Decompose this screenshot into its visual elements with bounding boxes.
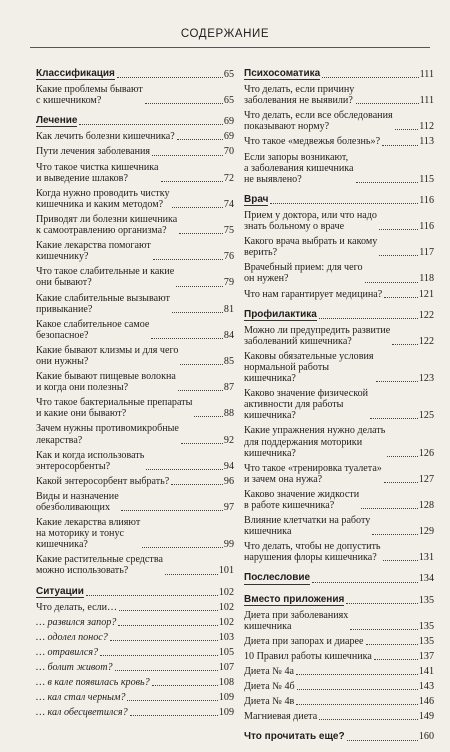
toc-entry-label: Что нам гарантирует медицина? — [244, 288, 383, 300]
toc-entry[interactable] — [244, 541, 434, 563]
toc-entry-label: Что такое «медвежья болезнь»? — [244, 136, 381, 148]
page-number: 116 — [419, 194, 434, 206]
toc-entry[interactable] — [244, 425, 434, 458]
dot-leader — [165, 573, 218, 575]
dot-leader — [130, 714, 218, 716]
toc-entry[interactable] — [36, 450, 234, 472]
toc-entry-label: Пути лечения заболевания — [36, 146, 151, 158]
toc-section — [244, 194, 434, 300]
dot-leader — [178, 389, 223, 391]
dot-leader — [152, 684, 218, 686]
toc-entry-label: Диета № 4б — [244, 681, 295, 693]
page-number: 102 — [218, 616, 234, 628]
toc-entry-label: Что делать, чтобы не допустить нарушения флоры кишечника? — [244, 541, 381, 564]
toc-subentry[interactable] — [36, 692, 234, 703]
toc-entry-label: Какие бывают пищевые волокна и когда они полезны? — [36, 371, 176, 394]
page-number: 113 — [419, 136, 434, 148]
toc-entry[interactable] — [244, 666, 434, 677]
toc-entry[interactable] — [36, 84, 234, 106]
dot-leader — [171, 483, 223, 485]
toc-entry-label: Что такое «тренировка туалета» и зачем она нужа? — [244, 462, 382, 485]
dot-leader — [312, 581, 418, 583]
page-number: 69 — [223, 116, 234, 128]
toc-subentry[interactable] — [36, 707, 234, 718]
toc-entry[interactable] — [36, 319, 234, 341]
toc-entry-label: Какие бывают клизмы и для чего они нужны? — [36, 344, 179, 367]
dot-leader — [374, 658, 418, 660]
page-number: 70 — [223, 146, 234, 158]
toc-entry-label: Какие растительные средства можно использовать? — [36, 554, 163, 577]
page-number: 101 — [218, 565, 234, 577]
dot-leader — [347, 739, 418, 741]
dot-leader — [356, 181, 419, 183]
dot-leader — [395, 128, 419, 130]
toc-entry[interactable] — [36, 517, 234, 550]
page-number: 118 — [419, 273, 434, 285]
page-number: 79 — [223, 277, 234, 289]
toc-entry[interactable] — [244, 351, 434, 384]
dot-leader — [161, 180, 223, 182]
toc-entry-label: Можно ли предупредить развитие заболеваний кишечника? — [244, 324, 391, 347]
dot-leader — [296, 673, 418, 675]
toc-entry[interactable] — [36, 476, 234, 487]
page-number: 149 — [418, 711, 434, 723]
toc-entry[interactable] — [36, 214, 234, 236]
toc-entry[interactable] — [244, 651, 434, 662]
toc-entry-label: Как лечить болезни кишечника? — [36, 131, 175, 143]
toc-entry[interactable] — [36, 188, 234, 210]
page-number: 146 — [418, 696, 434, 708]
toc-entry-label: Что делать, если все обследования показывают норму? — [244, 110, 393, 133]
page-number: 117 — [419, 247, 434, 259]
toc-entry-label: Влияние клетчатки на работу кишечника — [244, 515, 371, 538]
toc-subentry[interactable] — [36, 647, 234, 658]
toc-entry[interactable] — [36, 146, 234, 157]
dot-leader — [119, 609, 218, 611]
toc-subentry[interactable] — [36, 632, 234, 643]
section-title: Классификация — [36, 68, 115, 79]
page-number: 109 — [218, 692, 234, 704]
dot-leader — [387, 455, 418, 457]
page-number: 99 — [223, 539, 234, 551]
toc-subentry-label: … отравился? — [36, 646, 99, 658]
toc-entry[interactable] — [36, 240, 234, 262]
toc-entry-label: Диета при запорах и диарее — [244, 635, 364, 647]
dot-leader — [146, 468, 223, 470]
toc-entry[interactable] — [244, 696, 434, 707]
page-number: 111 — [419, 95, 434, 107]
dot-leader — [319, 317, 418, 319]
toc-entry-label: Приводят ли болезни кишечника к самоотравлению организма? — [36, 213, 178, 237]
dot-leader — [356, 102, 418, 104]
dot-leader — [121, 509, 223, 511]
dot-leader — [379, 228, 418, 230]
toc-entry-label: Если запоры возникают, а заболевания кишечника не выявлено? — [244, 151, 354, 185]
page-number: 129 — [418, 526, 434, 538]
toc-entry[interactable] — [244, 136, 434, 147]
dot-leader — [361, 507, 418, 509]
page-number: 143 — [418, 681, 434, 693]
page-number: 122 — [418, 335, 434, 347]
toc-entry-label: Какие упражнения нужно делать для поддержания моторики кишечника? — [244, 425, 386, 459]
dot-leader — [142, 546, 223, 548]
dot-leader — [79, 123, 222, 125]
toc-subentry-label: … кал стал черным? — [36, 692, 126, 704]
toc-entry[interactable] — [244, 636, 434, 647]
dot-leader — [172, 206, 223, 208]
toc-entry[interactable] — [244, 110, 434, 132]
page-number: 116 — [419, 221, 434, 233]
section-heading[interactable] — [244, 309, 434, 321]
toc-entry[interactable] — [36, 345, 234, 367]
toc-entry-label: Каково значение физической активности для работы кишечника? — [244, 388, 369, 422]
page-number: 109 — [218, 707, 234, 719]
toc-entry[interactable] — [36, 423, 234, 445]
page-number: 111 — [419, 69, 434, 80]
section-title: Психосоматика — [244, 68, 321, 79]
toc-entry-label: Какого врача выбрать и какому верить? — [244, 236, 378, 259]
page-number: 102 — [218, 586, 234, 598]
page-number: 141 — [418, 666, 434, 678]
toc-entry-label: Что такое бактериальные препараты и какие они бывают? — [36, 397, 193, 420]
dot-leader — [127, 699, 217, 701]
toc-subentry[interactable] — [36, 617, 234, 628]
toc-entry-label: Какие лекарства влияют на моторику и тонус кишечника? — [36, 517, 141, 551]
dot-leader — [117, 76, 223, 78]
dot-leader — [392, 343, 418, 345]
dot-leader — [296, 703, 418, 705]
toc-entry-label: Зачем нужны противомикробные лекарства? — [36, 423, 179, 446]
page-number: 112 — [419, 121, 434, 133]
toc-entry[interactable] — [244, 610, 434, 632]
dot-leader — [319, 718, 418, 720]
page-number: 97 — [223, 502, 234, 513]
page-number: 96 — [223, 475, 234, 487]
page-number: 76 — [223, 251, 234, 263]
section-heading[interactable] — [244, 731, 434, 742]
toc-entry-label: Когда нужно проводить чистку кишечника и каким методом? — [36, 187, 170, 210]
toc-subentry-label: … в кале появилась кровь? — [36, 677, 150, 689]
page-number: 103 — [218, 631, 234, 643]
page-number: 131 — [418, 552, 434, 564]
dot-leader — [194, 415, 223, 417]
dot-leader — [370, 417, 418, 419]
section-title: Что прочитать еще? — [244, 731, 345, 743]
dot-leader — [179, 232, 223, 234]
dot-leader — [100, 654, 218, 656]
dot-leader — [172, 311, 223, 313]
section-heading[interactable] — [36, 586, 234, 598]
toc-section — [244, 731, 434, 742]
page-number: 105 — [218, 646, 234, 658]
dot-leader — [151, 337, 222, 339]
toc-entry[interactable] — [244, 262, 434, 284]
toc-section — [36, 115, 234, 576]
toc-entry-label: Магниевая диета — [244, 711, 318, 723]
toc-entry-label: Диета № 4в — [244, 696, 295, 708]
page-number: 135 — [418, 635, 434, 647]
toc-entry[interactable] — [244, 325, 434, 347]
page-number: 107 — [218, 662, 234, 674]
section-title: Вместо приложения — [244, 593, 345, 605]
section-title: Лечение — [36, 115, 78, 127]
page-number: 65 — [223, 69, 234, 80]
dot-leader — [346, 602, 418, 604]
toc-entry[interactable] — [244, 463, 434, 485]
dot-leader — [176, 285, 223, 287]
dot-leader — [297, 688, 418, 690]
page-header: СОДЕРЖАНИЕ — [180, 28, 270, 40]
toc-entry-label: Каковы обязательные условия нормальной работы кишечника? — [244, 350, 374, 385]
dot-leader — [152, 154, 223, 156]
toc-entry[interactable] — [36, 131, 234, 142]
toc-entry-label: Какие лекарства помогают кишечнику? — [36, 240, 151, 263]
toc-entry-label: Каково значение жидкости в работе кишечника? — [244, 488, 360, 511]
toc-section — [244, 572, 434, 584]
page-number: 74 — [223, 198, 234, 210]
dot-leader — [383, 559, 418, 561]
section-heading[interactable] — [244, 68, 434, 80]
toc-entry[interactable] — [244, 210, 434, 232]
toc-entry-label: Что делать, если причину заболевания не выявили? — [244, 84, 355, 107]
toc-column-left — [36, 68, 234, 727]
toc-subentry-label: … развился запор? — [36, 616, 117, 628]
toc-entry-label: Диета № 4а — [244, 666, 294, 678]
toc-entry-label: 10 Правил работы кишечника — [244, 650, 372, 662]
toc-entry-label: Врачебный прием: для чего он нужен? — [244, 262, 363, 285]
toc-entry[interactable] — [244, 681, 434, 692]
toc-entry-label: Какое слабительное самое безопасное? — [36, 318, 150, 341]
toc-subentry[interactable] — [36, 677, 234, 688]
dot-leader — [350, 628, 418, 630]
page-number: 108 — [218, 677, 234, 689]
toc-entry-label: Диета при заболеваниях кишечника — [244, 609, 349, 632]
dot-leader — [382, 144, 418, 146]
toc-entry[interactable] — [36, 554, 234, 576]
page-number: 88 — [223, 408, 234, 420]
toc-column-right — [244, 68, 434, 752]
toc-entry[interactable] — [36, 162, 234, 184]
page-number: 128 — [418, 500, 434, 511]
dot-leader — [118, 624, 218, 626]
toc-entry[interactable] — [244, 515, 434, 537]
section-title: Врач — [244, 193, 269, 205]
toc-entry-label: Какие слабительные вызывают привыкание? — [36, 292, 170, 315]
toc-entry[interactable] — [36, 371, 234, 393]
dot-leader — [372, 533, 418, 535]
section-title: Профилактика — [244, 308, 317, 320]
toc-entry[interactable] — [36, 397, 234, 419]
toc-entry[interactable] — [36, 491, 234, 513]
page-number: 135 — [418, 620, 434, 632]
toc-entry[interactable] — [244, 289, 434, 300]
toc-entry[interactable] — [244, 489, 434, 511]
page-number: 102 — [218, 601, 234, 613]
page-number: 127 — [418, 473, 434, 485]
page-number: 94 — [223, 460, 234, 472]
section-heading[interactable] — [244, 572, 434, 584]
toc-entry-label: Что такое слабительные и какие они бывают? — [36, 266, 175, 289]
page-number: 160 — [418, 731, 434, 743]
toc-subentry-label: … кал обесцветился? — [36, 707, 128, 719]
toc-entry-label: Что делать, если… — [36, 601, 118, 613]
section-heading[interactable] — [36, 115, 234, 127]
page-number: 65 — [223, 95, 234, 107]
dot-leader — [384, 481, 418, 483]
section-title: Послесловие — [244, 572, 311, 584]
page-number: 137 — [418, 650, 434, 662]
toc-section — [36, 68, 234, 106]
dot-leader — [177, 138, 223, 140]
toc-entry[interactable] — [244, 152, 434, 185]
page-number: 121 — [418, 288, 434, 300]
page-number: 126 — [418, 447, 434, 459]
toc-entry-label: Виды и назначение обезболивающих — [36, 490, 119, 513]
toc-subentry-label: … болит живот? — [36, 662, 113, 674]
page-number: 123 — [418, 373, 434, 385]
toc-entry-label: Прием у доктора, или что надо знать больному о враче — [244, 209, 377, 233]
page-number: 75 — [223, 225, 234, 237]
page-number: 69 — [223, 131, 234, 143]
toc-entry[interactable] — [244, 84, 434, 106]
dot-leader — [145, 102, 223, 104]
page-number: 87 — [223, 382, 234, 394]
section-heading[interactable] — [36, 68, 234, 80]
dot-leader — [384, 296, 418, 298]
toc-subentry[interactable] — [36, 662, 234, 673]
page-number: 92 — [223, 434, 234, 446]
toc-section — [244, 594, 434, 723]
page-number: 122 — [418, 309, 434, 321]
toc-entry[interactable] — [244, 388, 434, 421]
dot-leader — [181, 442, 223, 444]
page-number: 81 — [223, 303, 234, 315]
header-rule — [30, 47, 430, 48]
page-number: 85 — [223, 355, 234, 367]
dot-leader — [86, 594, 218, 596]
dot-leader — [115, 669, 218, 671]
section-heading[interactable] — [244, 194, 434, 206]
page-number: 72 — [223, 172, 234, 184]
section-title: Ситуации — [36, 585, 84, 597]
toc-entry-label: Какой энтеросорбент выбрать? — [36, 475, 170, 487]
dot-leader — [153, 258, 223, 260]
toc-entry[interactable] — [36, 602, 234, 613]
toc-entry-label: Как и когда использовать энтеросорбенты? — [36, 449, 145, 472]
toc-subentry-label: … одолел понос? — [36, 631, 108, 643]
toc-section — [244, 309, 434, 564]
page-number: 135 — [418, 594, 434, 606]
dot-leader — [322, 76, 418, 78]
toc-section — [244, 68, 434, 185]
dot-leader — [379, 254, 418, 256]
section-heading[interactable] — [244, 594, 434, 606]
toc-entry-label: Что такое чистка кишечника и выведение шлаков? — [36, 161, 159, 184]
toc-entry[interactable] — [36, 293, 234, 315]
dot-leader — [270, 202, 418, 204]
toc-section — [36, 586, 234, 719]
dot-leader — [366, 643, 418, 645]
page-number: 84 — [223, 329, 234, 341]
dot-leader — [365, 281, 419, 283]
page-number: 125 — [418, 410, 434, 422]
page-number: 134 — [418, 573, 434, 585]
dot-leader — [110, 639, 218, 641]
dot-leader — [376, 380, 418, 382]
toc-entry[interactable] — [36, 266, 234, 288]
toc-entry-label: Какие проблемы бывают с кишечником? — [36, 84, 143, 107]
toc-entry[interactable] — [244, 236, 434, 258]
dot-leader — [180, 363, 223, 365]
page-number: 115 — [419, 173, 434, 185]
